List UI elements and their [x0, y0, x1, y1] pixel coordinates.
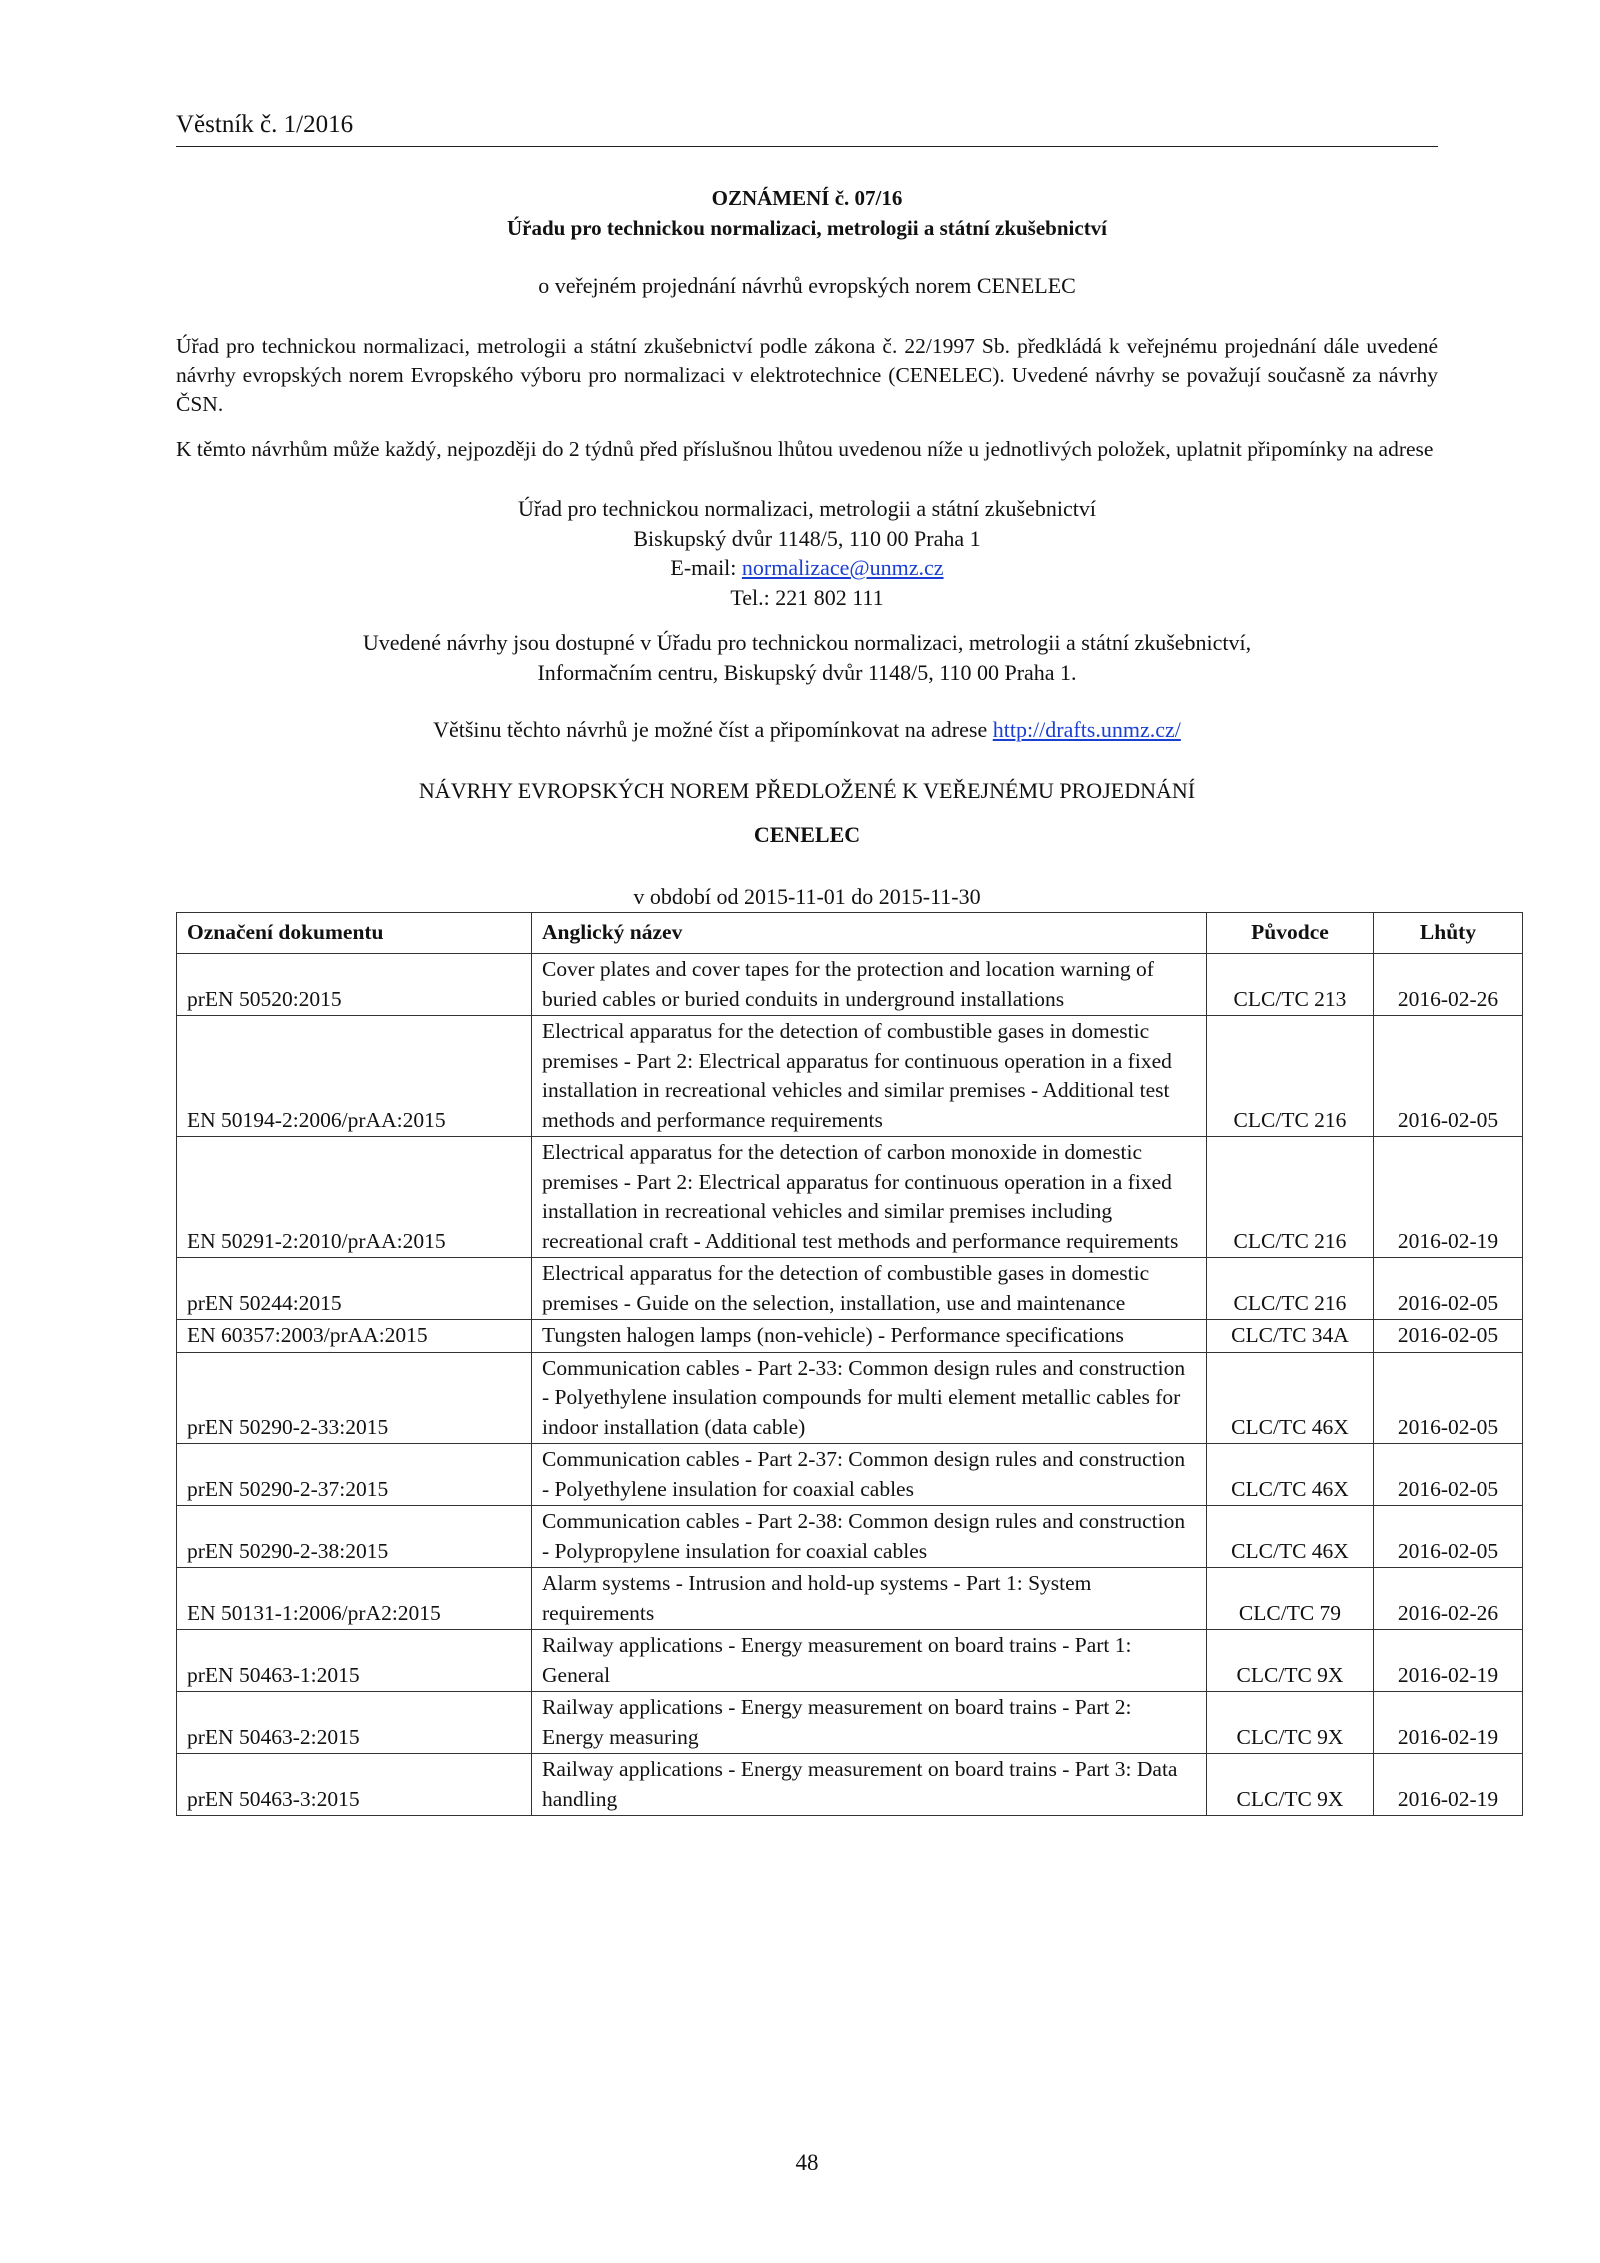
intro-paragraph: Úřad pro technickou normalizaci, metrologii a státní zkušebnictví podle zákona č. 22/1997 Sb. předkládá k veřejnému projednání dále uvedené návrhy evropských norem Evropského výboru pro normalizaci v elektrotechnice (CENELEC). Uvedené návrhy se považují současně za návrhy ČSN.	[176, 334, 1438, 416]
table-row	[177, 1137, 1523, 1258]
cell-originator: CLC/TC 9X	[1207, 1692, 1374, 1754]
page-header	[176, 110, 1438, 147]
standards-table	[176, 912, 1523, 1816]
cell-originator: CLC/TC 79	[1207, 1568, 1374, 1630]
table-row	[177, 954, 1523, 1016]
cell-deadline: 2016-02-05	[1374, 1506, 1523, 1568]
cell-document-id: prEN 50520:2015	[177, 954, 532, 1016]
web-text: Většinu těchto návrhů je možné číst a připomínkovat na adrese	[433, 717, 993, 742]
section-heading: NÁVRHY EVROPSKÝCH NOREM PŘEDLOŽENÉ K VEŘEJNÉMU PROJEDNÁNÍ	[418, 778, 1196, 803]
table-row	[177, 1016, 1523, 1137]
cell-originator: CLC/TC 9X	[1207, 1630, 1374, 1692]
cell-deadline: 2016-02-19	[1374, 1137, 1523, 1258]
table-row	[177, 1568, 1523, 1630]
cell-document-id: EN 60357:2003/prAA:2015	[177, 1320, 532, 1353]
organization-heading: CENELEC	[753, 822, 861, 847]
cell-deadline: 2016-02-19	[1374, 1754, 1523, 1816]
cell-deadline: 2016-02-05	[1374, 1352, 1523, 1444]
comments-paragraph: K těmto návrhům může každý, nejpozději do 2 týdnů před příslušnou lhůtou uvedenou níže u jednotlivých položek, uplatnit připomínky na adrese	[176, 437, 1434, 461]
cell-english-name: Communication cables - Part 2-37: Common design rules and construction - Polyethylene insulation for coaxial cables	[532, 1444, 1207, 1506]
email-label: E-mail:	[670, 555, 742, 580]
address-name: Úřad pro technickou normalizaci, metrologii a státní zkušebnictví	[518, 496, 1096, 521]
cell-originator: CLC/TC 216	[1207, 1258, 1374, 1320]
cell-originator: CLC/TC 213	[1207, 954, 1374, 1016]
table-header-row	[177, 913, 1523, 954]
availability-line-2: Informačním centru, Biskupský dvůr 1148/5, 110 00 Praha 1.	[537, 660, 1077, 685]
web-line	[176, 715, 1438, 745]
table-row	[177, 1320, 1523, 1353]
cell-originator: CLC/TC 46X	[1207, 1352, 1374, 1444]
table-row	[177, 1352, 1523, 1444]
cell-english-name: Electrical apparatus for the detection of combustible gases in domestic premises - Part 2: Electrical apparatus for continuous operation in a fixed installation in recreational vehicles and similar premises - Additional test methods and performance requirements	[532, 1016, 1207, 1137]
cell-document-id: prEN 50290-2-38:2015	[177, 1506, 532, 1568]
cell-english-name: Electrical apparatus for the detection of carbon monoxide in domestic premises - Part 2: Electrical apparatus for continuous operation in a fixed installation in recreational vehicles and similar premises including recreational craft - Additional test methods and performance requirements	[532, 1137, 1207, 1258]
cell-document-id: EN 50194-2:2006/prAA:2015	[177, 1016, 532, 1137]
table-row	[177, 1444, 1523, 1506]
cell-deadline: 2016-02-26	[1374, 1568, 1523, 1630]
page-number: 48	[795, 2150, 819, 2175]
cell-deadline: 2016-02-05	[1374, 1320, 1523, 1353]
cell-deadline: 2016-02-05	[1374, 1258, 1523, 1320]
cell-english-name: Cover plates and cover tapes for the protection and location warning of buried cables or buried conduits in underground installations	[532, 954, 1207, 1016]
table-body	[177, 954, 1523, 1816]
header-originator: Původce	[1207, 913, 1374, 954]
announcement-authority: Úřadu pro technickou normalizaci, metrologii a státní zkušebnictví	[506, 216, 1108, 240]
cell-originator: CLC/TC 9X	[1207, 1754, 1374, 1816]
email-link[interactable]: normalizace@unmz.cz	[741, 555, 944, 580]
cell-originator: CLC/TC 34A	[1207, 1320, 1374, 1353]
availability-block	[176, 628, 1438, 688]
bulletin-title: Věstník č. 1/2016	[176, 111, 354, 138]
header-deadline: Lhůty	[1374, 913, 1523, 954]
announcement-subtitle: o veřejném projednání návrhů evropských norem CENELEC	[538, 273, 1076, 298]
cell-document-id: EN 50291-2:2010/prAA:2015	[177, 1137, 532, 1258]
cell-document-id: prEN 50244:2015	[177, 1258, 532, 1320]
drafts-link[interactable]: http://drafts.unmz.cz/	[992, 717, 1181, 742]
address-phone: Tel.: 221 802 111	[730, 584, 884, 610]
table-row	[177, 1692, 1523, 1754]
header-document-id: Označení dokumentu	[177, 913, 532, 954]
table-row	[177, 1754, 1523, 1816]
cell-english-name: Alarm systems - Intrusion and hold-up systems - Part 1: System requirements	[532, 1568, 1207, 1630]
cell-originator: CLC/TC 216	[1207, 1016, 1374, 1137]
cell-english-name: Railway applications - Energy measurement on board trains - Part 3: Data handling	[532, 1754, 1207, 1816]
cell-deadline: 2016-02-26	[1374, 954, 1523, 1016]
period-line: v období od 2015-11-01 do 2015-11-30	[633, 884, 981, 909]
cell-english-name: Communication cables - Part 2-38: Common design rules and construction - Polypropylene insulation for coaxial cables	[532, 1506, 1207, 1568]
cell-document-id: EN 50131-1:2006/prA2:2015	[177, 1568, 532, 1630]
cell-deadline: 2016-02-05	[1374, 1016, 1523, 1137]
address-street: Biskupský dvůr 1148/5, 110 00 Praha 1	[633, 525, 981, 551]
cell-document-id: prEN 50463-2:2015	[177, 1692, 532, 1754]
cell-document-id: prEN 50463-3:2015	[177, 1754, 532, 1816]
cell-english-name: Electrical apparatus for the detection of combustible gases in domestic premises - Guide on the selection, installation, use and maintenance	[532, 1258, 1207, 1320]
table-row	[177, 1630, 1523, 1692]
address-email-line	[176, 553, 1438, 583]
cell-document-id: prEN 50463-1:2015	[177, 1630, 532, 1692]
cell-originator: CLC/TC 216	[1207, 1137, 1374, 1258]
cell-document-id: prEN 50290-2-37:2015	[177, 1444, 532, 1506]
cell-english-name: Communication cables - Part 2-33: Common design rules and construction - Polyethylene insulation compounds for multi element metallic cables for indoor installation (data cable)	[532, 1352, 1207, 1444]
cell-english-name: Railway applications - Energy measurement on board trains - Part 2: Energy measuring	[532, 1692, 1207, 1754]
cell-document-id: prEN 50290-2-33:2015	[177, 1352, 532, 1444]
cell-originator: CLC/TC 46X	[1207, 1444, 1374, 1506]
header-english-name: Anglický název	[532, 913, 1207, 954]
table-row	[177, 1506, 1523, 1568]
table-row	[177, 1258, 1523, 1320]
cell-deadline: 2016-02-19	[1374, 1630, 1523, 1692]
announcement-title: OZNÁMENÍ č. 07/16	[711, 186, 903, 210]
cell-english-name: Railway applications - Energy measurement on board trains - Part 1: General	[532, 1630, 1207, 1692]
availability-line-1: Uvedené návrhy jsou dostupné v Úřadu pro technickou normalizaci, metrologii a státní zkušebnictví,	[362, 630, 1252, 655]
address-block	[176, 494, 1438, 612]
cell-deadline: 2016-02-19	[1374, 1692, 1523, 1754]
cell-deadline: 2016-02-05	[1374, 1444, 1523, 1506]
cell-english-name: Tungsten halogen lamps (non-vehicle) - Performance specifications	[532, 1320, 1207, 1353]
cell-originator: CLC/TC 46X	[1207, 1506, 1374, 1568]
